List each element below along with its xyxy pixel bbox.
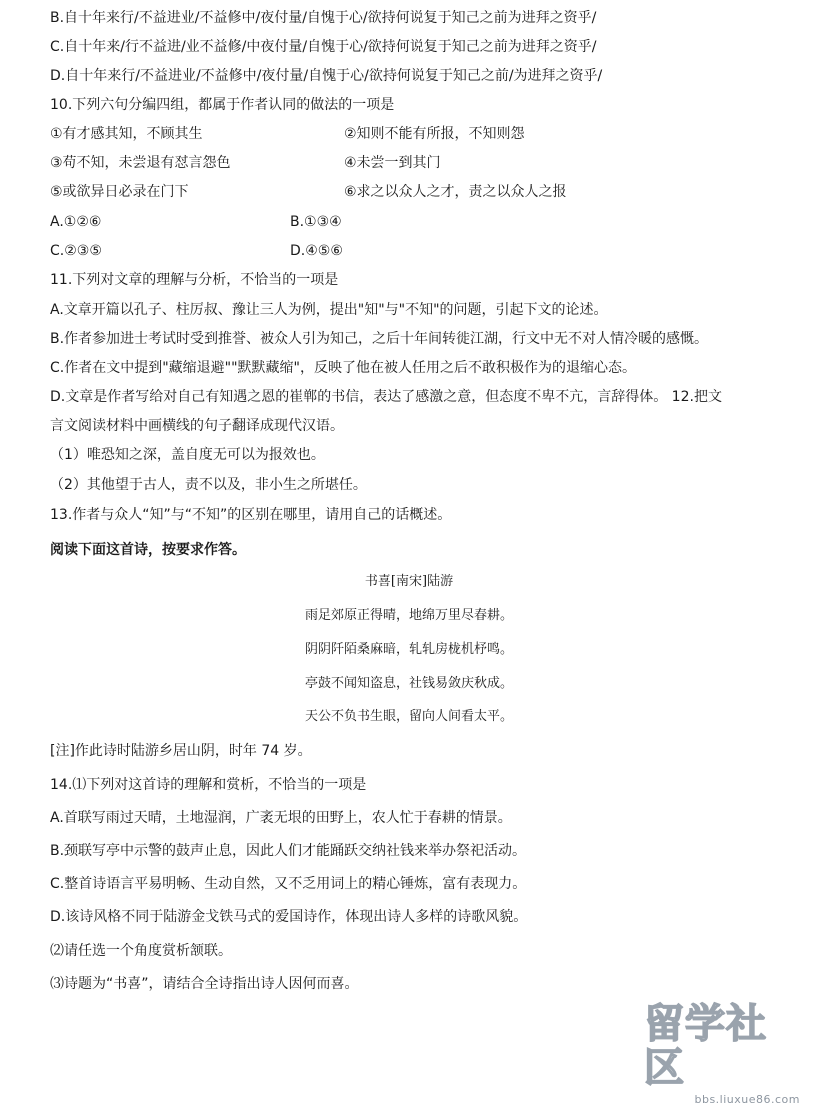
q10-item-5: ⑤或欲异日必录在门下 bbox=[50, 184, 189, 200]
poem-line-4: 天公不负书生眼，留向人间看太平。 bbox=[304, 709, 513, 724]
poem-note: [注]作此诗时陆游乡居山阴，时年 74 岁。 bbox=[50, 743, 312, 759]
q11-option-a: A.文章开篇以孔子、柱厉叔、豫让三人为例，提出"知"与"不知"的问题，引起下文的论述。 bbox=[50, 302, 608, 318]
q10-choice-d: D.④⑤⑥ bbox=[290, 243, 343, 259]
watermark-logo: 留学社区 bbox=[644, 1001, 767, 1091]
q10-item-6: ⑥求之以众人之才，责之以众人之报 bbox=[344, 184, 567, 200]
poem-line-1: 雨足郊原正得晴，地绵万里尽春耕。 bbox=[304, 608, 513, 623]
q14-option-b: B.颈联写亭中示警的鼓声止息，因此人们才能踊跃交纳社钱来举办祭祀活动。 bbox=[50, 843, 527, 859]
q9-option-d: D.自十年来行/不益进业/不益修中/夜付量/自愧于心/欲持何说复于知己之前/为进拜之资乎/ bbox=[50, 68, 603, 84]
poem-line-2: 阴阴阡陌桑麻暗，轧轧房栊机杼鸣。 bbox=[304, 642, 513, 657]
q12-item-2: （2）其他望于古人，责不以及，非小生之所堪任。 bbox=[50, 477, 367, 493]
q10-item-3: ③苟不知，未尝退有怼言怨色 bbox=[50, 155, 231, 171]
q12-stem-continued: 言文阅读材料中画横线的句子翻译成现代汉语。 bbox=[50, 418, 344, 434]
q14-option-a: A.首联写雨过天晴，土地湿润，广袤无垠的田野上，农人忙于春耕的情景。 bbox=[50, 810, 512, 826]
q9-option-c: C.自十年来/行不益进/业不益修/中夜付量/自愧于心/欲持何说复于知己之前为进拜之资乎/ bbox=[50, 39, 597, 55]
q10-item-2: ②知则不能有所报，不知则怨 bbox=[344, 126, 525, 142]
q11-option-d: D.文章是作者写给对自己有知遇之恩的崔郸的书信，表达了感激之意，但态度不卑不亢，言辞得体。 12.把文 bbox=[50, 389, 722, 405]
q10-choice-b: B.①③④ bbox=[290, 214, 342, 230]
q11-stem: 11.下列对文章的理解与分析，不恰当的一项是 bbox=[50, 272, 339, 288]
q14-stem: 14.⑴下列对这首诗的理解和赏析，不恰当的一项是 bbox=[50, 777, 367, 793]
q11-option-c: C.作者在文中提到"藏缩退避""默默藏缩"，反映了他在被人任用之后不敢积极作为的退缩心态。 bbox=[50, 360, 636, 376]
q9-option-b: B.自十年来行/不益进业/不益修中/夜付量/自愧于心/欲持何说复于知己之前为进拜之资乎/ bbox=[50, 10, 597, 26]
q10-stem: 10.下列六句分编四组，都属于作者认同的做法的一项是 bbox=[50, 97, 395, 113]
q11-option-b: B.作者参加进士考试时受到推誉、被众人引为知己，之后十年间转徙江湖，行文中无不对人情冷暖的感慨。 bbox=[50, 331, 709, 347]
q14-sub-question-2: ⑵请任选一个角度赏析颔联。 bbox=[50, 943, 232, 959]
q10-choice-a: A.①②⑥ bbox=[50, 214, 102, 230]
q14-option-d: D.该诗风格不同于陆游金戈铁马式的爱国诗作，体现出诗人多样的诗歌风貌。 bbox=[50, 909, 528, 925]
poem-title: 书喜[南宋]陆游 bbox=[364, 574, 454, 589]
q14-sub-question-3: ⑶诗题为“书喜”，请结合全诗指出诗人因何而喜。 bbox=[50, 976, 359, 992]
q10-choice-c: C.②③⑤ bbox=[50, 243, 102, 259]
q10-item-1: ①有才感其知，不顾其生 bbox=[50, 126, 203, 142]
poem-section-heading: 阅读下面这首诗，按要求作答。 bbox=[50, 542, 246, 558]
poem-line-3: 亭鼓不闻知盗息，社钱易敛庆秋成。 bbox=[304, 676, 513, 691]
q13-stem: 13.作者与众人“知”与“不知”的区别在哪里，请用自己的话概述。 bbox=[50, 507, 452, 523]
watermark bbox=[644, 1001, 812, 1112]
watermark-url: bbs.liuxue86.com bbox=[694, 1093, 800, 1106]
q10-item-4: ④未尝一到其门 bbox=[344, 155, 441, 171]
q14-option-c: C.整首诗语言平易明畅、生动自然，又不乏用词上的精心锤炼，富有表现力。 bbox=[50, 876, 527, 892]
q12-item-1: （1）唯恐知之深，盖自度无可以为报效也。 bbox=[50, 447, 325, 463]
